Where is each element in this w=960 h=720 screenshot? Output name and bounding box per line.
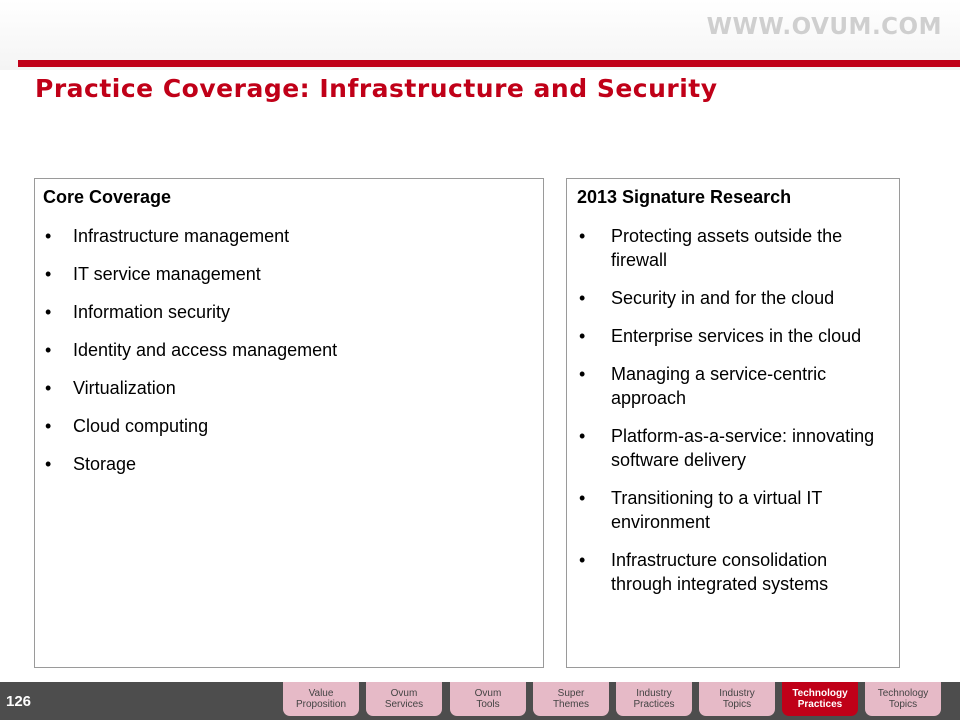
- bullet-icon: •: [579, 488, 586, 508]
- tab-industry-topics[interactable]: Industry Topics: [699, 682, 775, 716]
- tab-technology-practices[interactable]: Technology Practices: [782, 682, 858, 716]
- tab-ovum-tools[interactable]: Ovum Tools: [450, 682, 526, 716]
- list-item: • IT service management: [45, 264, 261, 284]
- list-item: • Identity and access management: [45, 340, 338, 360]
- list-item: • Transitioning to a virtual IT environment: [579, 488, 823, 532]
- tab-ovum-services[interactable]: Ovum Services: [366, 682, 442, 716]
- bullet-icon: •: [579, 226, 586, 246]
- bullet-icon: •: [45, 378, 52, 398]
- bullet-icon: •: [579, 288, 586, 308]
- bullet-icon: •: [45, 454, 52, 474]
- bullet-icon: •: [579, 550, 586, 570]
- bullet-icon: •: [45, 264, 52, 284]
- list-item: • Information security: [45, 302, 231, 322]
- bullet-icon: •: [45, 416, 52, 436]
- signature-research-list: [567, 224, 899, 610]
- signature-research-panel: [566, 178, 900, 668]
- list-item: • Protecting assets outside the firewall: [579, 226, 843, 270]
- signature-research-heading: 2013 Signature Research: [577, 187, 792, 207]
- list-item: • Security in and for the cloud: [579, 288, 835, 308]
- bullet-icon: •: [45, 226, 52, 246]
- list-item: • Storage: [45, 454, 137, 474]
- bullet-icon: •: [579, 326, 586, 346]
- tab-industry-practices[interactable]: Industry Practices: [616, 682, 692, 716]
- bullet-icon: •: [45, 302, 52, 322]
- list-item: • Platform-as-a-service: innovating software delivery: [579, 426, 875, 470]
- core-coverage-list: [35, 224, 543, 490]
- tab-value-proposition[interactable]: Value Proposition: [283, 682, 359, 716]
- list-item: • Infrastructure management: [45, 226, 290, 246]
- list-item: • Managing a service-centric approach: [579, 364, 827, 408]
- tab-super-themes[interactable]: Super Themes: [533, 682, 609, 716]
- core-coverage-heading: Core Coverage: [43, 187, 172, 207]
- list-item: • Cloud computing: [45, 416, 209, 436]
- list-item: • Infrastructure consolidation through integrated systems: [579, 550, 829, 594]
- page-title: Practice Coverage: Infrastructure and Security: [35, 74, 718, 103]
- bullet-icon: •: [579, 426, 586, 446]
- core-coverage-panel: [34, 178, 544, 668]
- bullet-icon: •: [45, 340, 52, 360]
- list-item: • Virtualization: [45, 378, 176, 398]
- brand-logo-text: WWW.OVUM.COM: [706, 14, 942, 40]
- list-item: • Enterprise services in the cloud: [579, 326, 862, 346]
- tab-technology-topics[interactable]: Technology Topics: [865, 682, 941, 716]
- header-divider: [18, 60, 960, 67]
- page-number: 126: [6, 693, 32, 710]
- bullet-icon: •: [579, 364, 586, 384]
